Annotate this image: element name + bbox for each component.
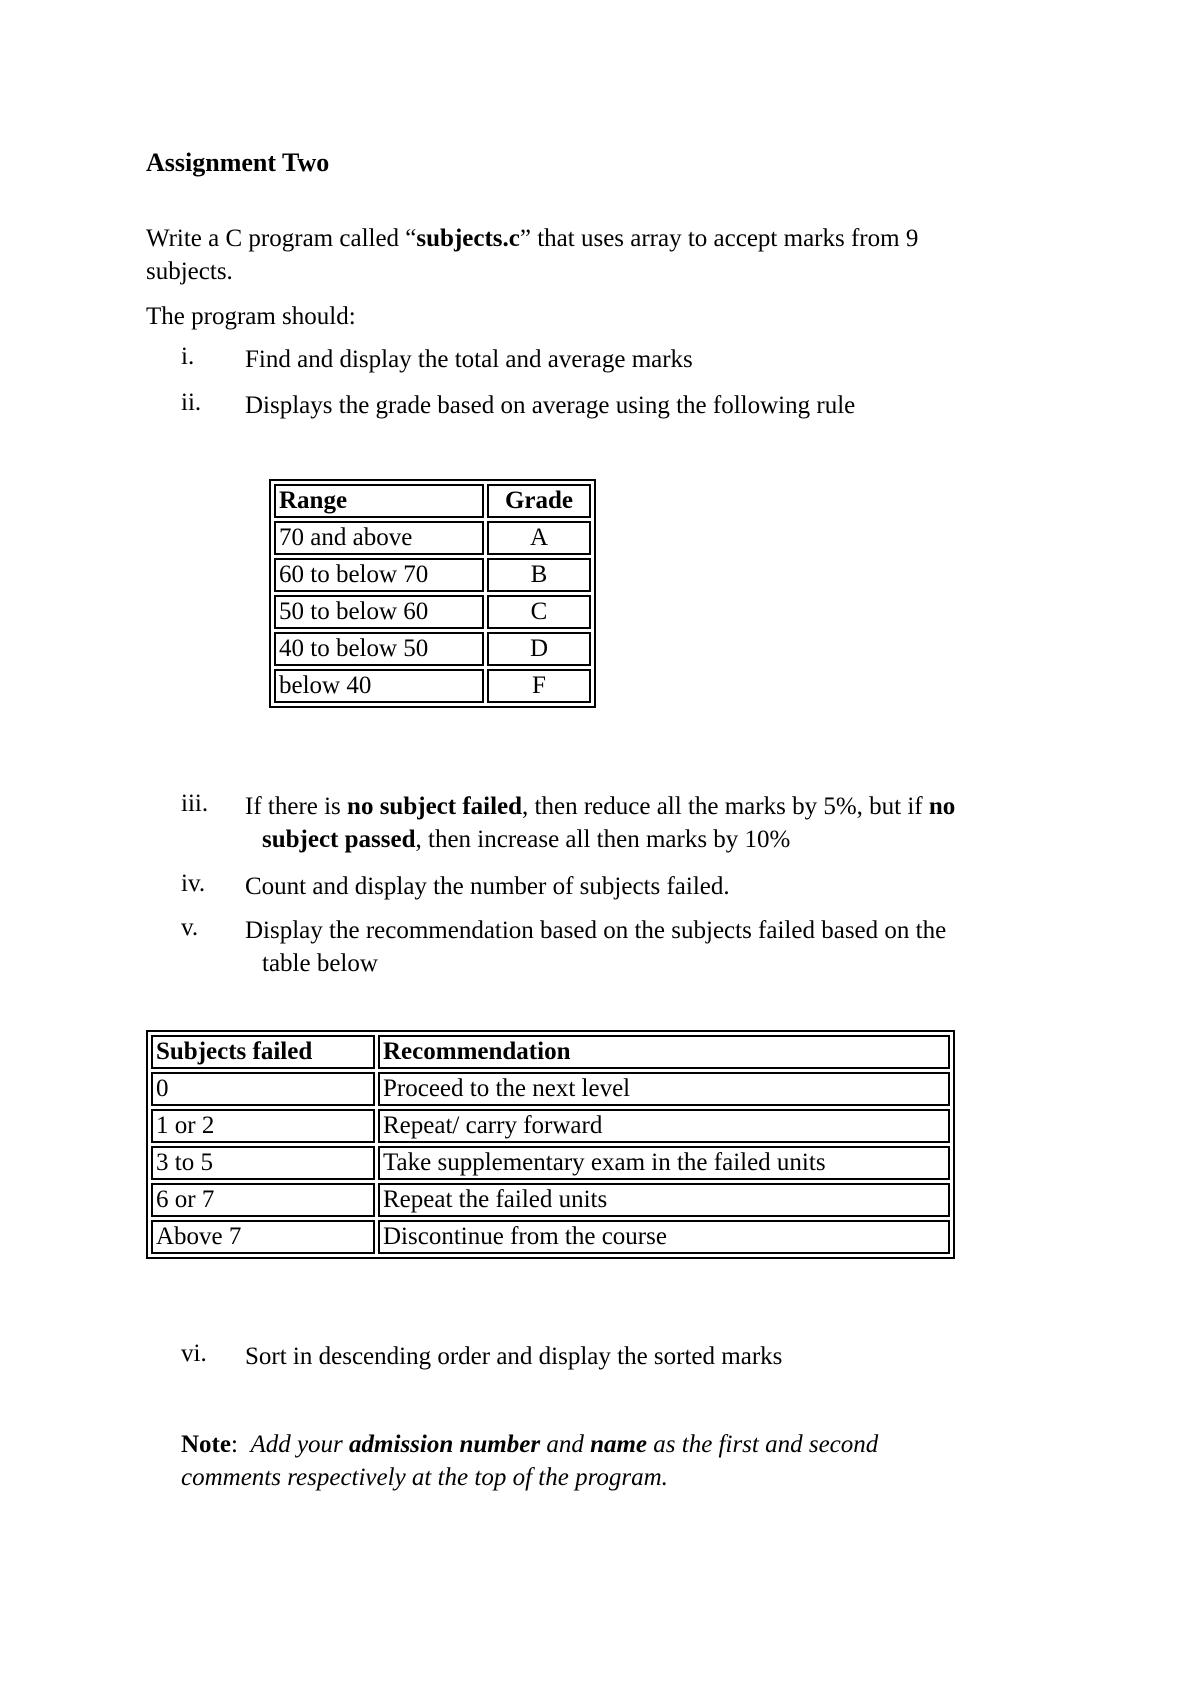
table-header-row — [151, 1035, 950, 1069]
header-range: Range — [274, 484, 484, 518]
cell-grade: C — [487, 595, 591, 629]
text-segment: , then increase all then marks by 10% — [415, 826, 791, 853]
table-row — [151, 1220, 950, 1254]
cell-grade: B — [487, 558, 591, 592]
table-row — [274, 632, 591, 666]
cell-grade: D — [487, 632, 591, 666]
header-recommendation: Recommendation — [378, 1035, 950, 1069]
bold-segment: no — [928, 793, 956, 820]
table-row — [274, 521, 591, 555]
cell-subjects-failed: 6 or 7 — [151, 1183, 375, 1217]
list-item-number: i. — [181, 343, 195, 370]
intro-text-line2: subjects. — [146, 258, 233, 285]
header-grade: Grade — [487, 484, 591, 518]
cell-recommendation: Repeat the failed units — [378, 1183, 950, 1217]
list-item-text — [245, 914, 946, 980]
text-segment: Display the recommendation based on the subjects failed based on the — [245, 917, 947, 944]
cell-range: 70 and above — [274, 521, 484, 555]
cell-range: 40 to below 50 — [274, 632, 484, 666]
list-item-number: iii. — [181, 790, 209, 817]
list-item-text: Count and display the number of subjects failed. — [245, 873, 730, 900]
cell-recommendation: Discontinue from the course — [378, 1220, 950, 1254]
table-row — [151, 1109, 950, 1143]
list-item-number: vi. — [181, 1340, 207, 1367]
note-label: Note — [181, 1431, 231, 1458]
list-item-number: v. — [181, 914, 199, 941]
table-row — [274, 669, 591, 703]
table-row — [151, 1146, 950, 1180]
text-segment: If there is — [245, 793, 348, 820]
cell-subjects-failed: 0 — [151, 1072, 375, 1106]
list-item-text — [245, 790, 955, 856]
recommendation-table — [146, 1030, 955, 1259]
list-item-number: iv. — [181, 870, 206, 897]
text-segment: table below — [262, 950, 378, 977]
table-header-row — [274, 484, 591, 518]
text-segment: Add your — [250, 1431, 350, 1458]
filename: subjects.c — [416, 225, 520, 252]
list-item-text: Find and display the total and average marks — [245, 346, 693, 373]
program-should: The program should: — [146, 303, 356, 330]
cell-subjects-failed: 3 to 5 — [151, 1146, 375, 1180]
cell-recommendation: Take supplementary exam in the failed units — [378, 1146, 950, 1180]
text-segment: as the first and second — [647, 1431, 879, 1458]
intro-text: Write a C program called “ — [146, 225, 417, 252]
list-item-text: Displays the grade based on average using the following rule — [245, 392, 856, 419]
cell-grade: F — [487, 669, 591, 703]
page-title: Assignment Two — [146, 148, 330, 177]
bold-segment: subject passed — [262, 826, 416, 853]
text-segment: , then reduce all the marks by 5%, but if — [522, 793, 929, 820]
note-paragraph — [181, 1428, 878, 1494]
cell-grade: A — [487, 521, 591, 555]
cell-recommendation: Proceed to the next level — [378, 1072, 950, 1106]
grade-table — [269, 479, 596, 708]
table-row — [274, 558, 591, 592]
intro-paragraph — [146, 222, 918, 288]
list-item-number: ii. — [181, 389, 202, 416]
table-row — [274, 595, 591, 629]
cell-range: 50 to below 60 — [274, 595, 484, 629]
table-row — [151, 1183, 950, 1217]
cell-subjects-failed: Above 7 — [151, 1220, 375, 1254]
text-segment: and — [540, 1431, 591, 1458]
bold-segment: admission number — [349, 1431, 541, 1458]
cell-subjects-failed: 1 or 2 — [151, 1109, 375, 1143]
cell-recommendation: Repeat/ carry forward — [378, 1109, 950, 1143]
bold-segment: no subject failed — [347, 793, 523, 820]
table-row — [151, 1072, 950, 1106]
intro-text-cont: ” that uses array to accept marks from 9 — [519, 225, 919, 252]
list-item-text: Sort in descending order and display the sorted marks — [245, 1343, 783, 1370]
cell-range: below 40 — [274, 669, 484, 703]
note-colon: : — [230, 1431, 238, 1458]
header-subjects-failed: Subjects failed — [151, 1035, 375, 1069]
cell-range: 60 to below 70 — [274, 558, 484, 592]
text-segment: comments respectively at the top of the program. — [181, 1464, 668, 1491]
bold-segment: name — [590, 1431, 648, 1458]
